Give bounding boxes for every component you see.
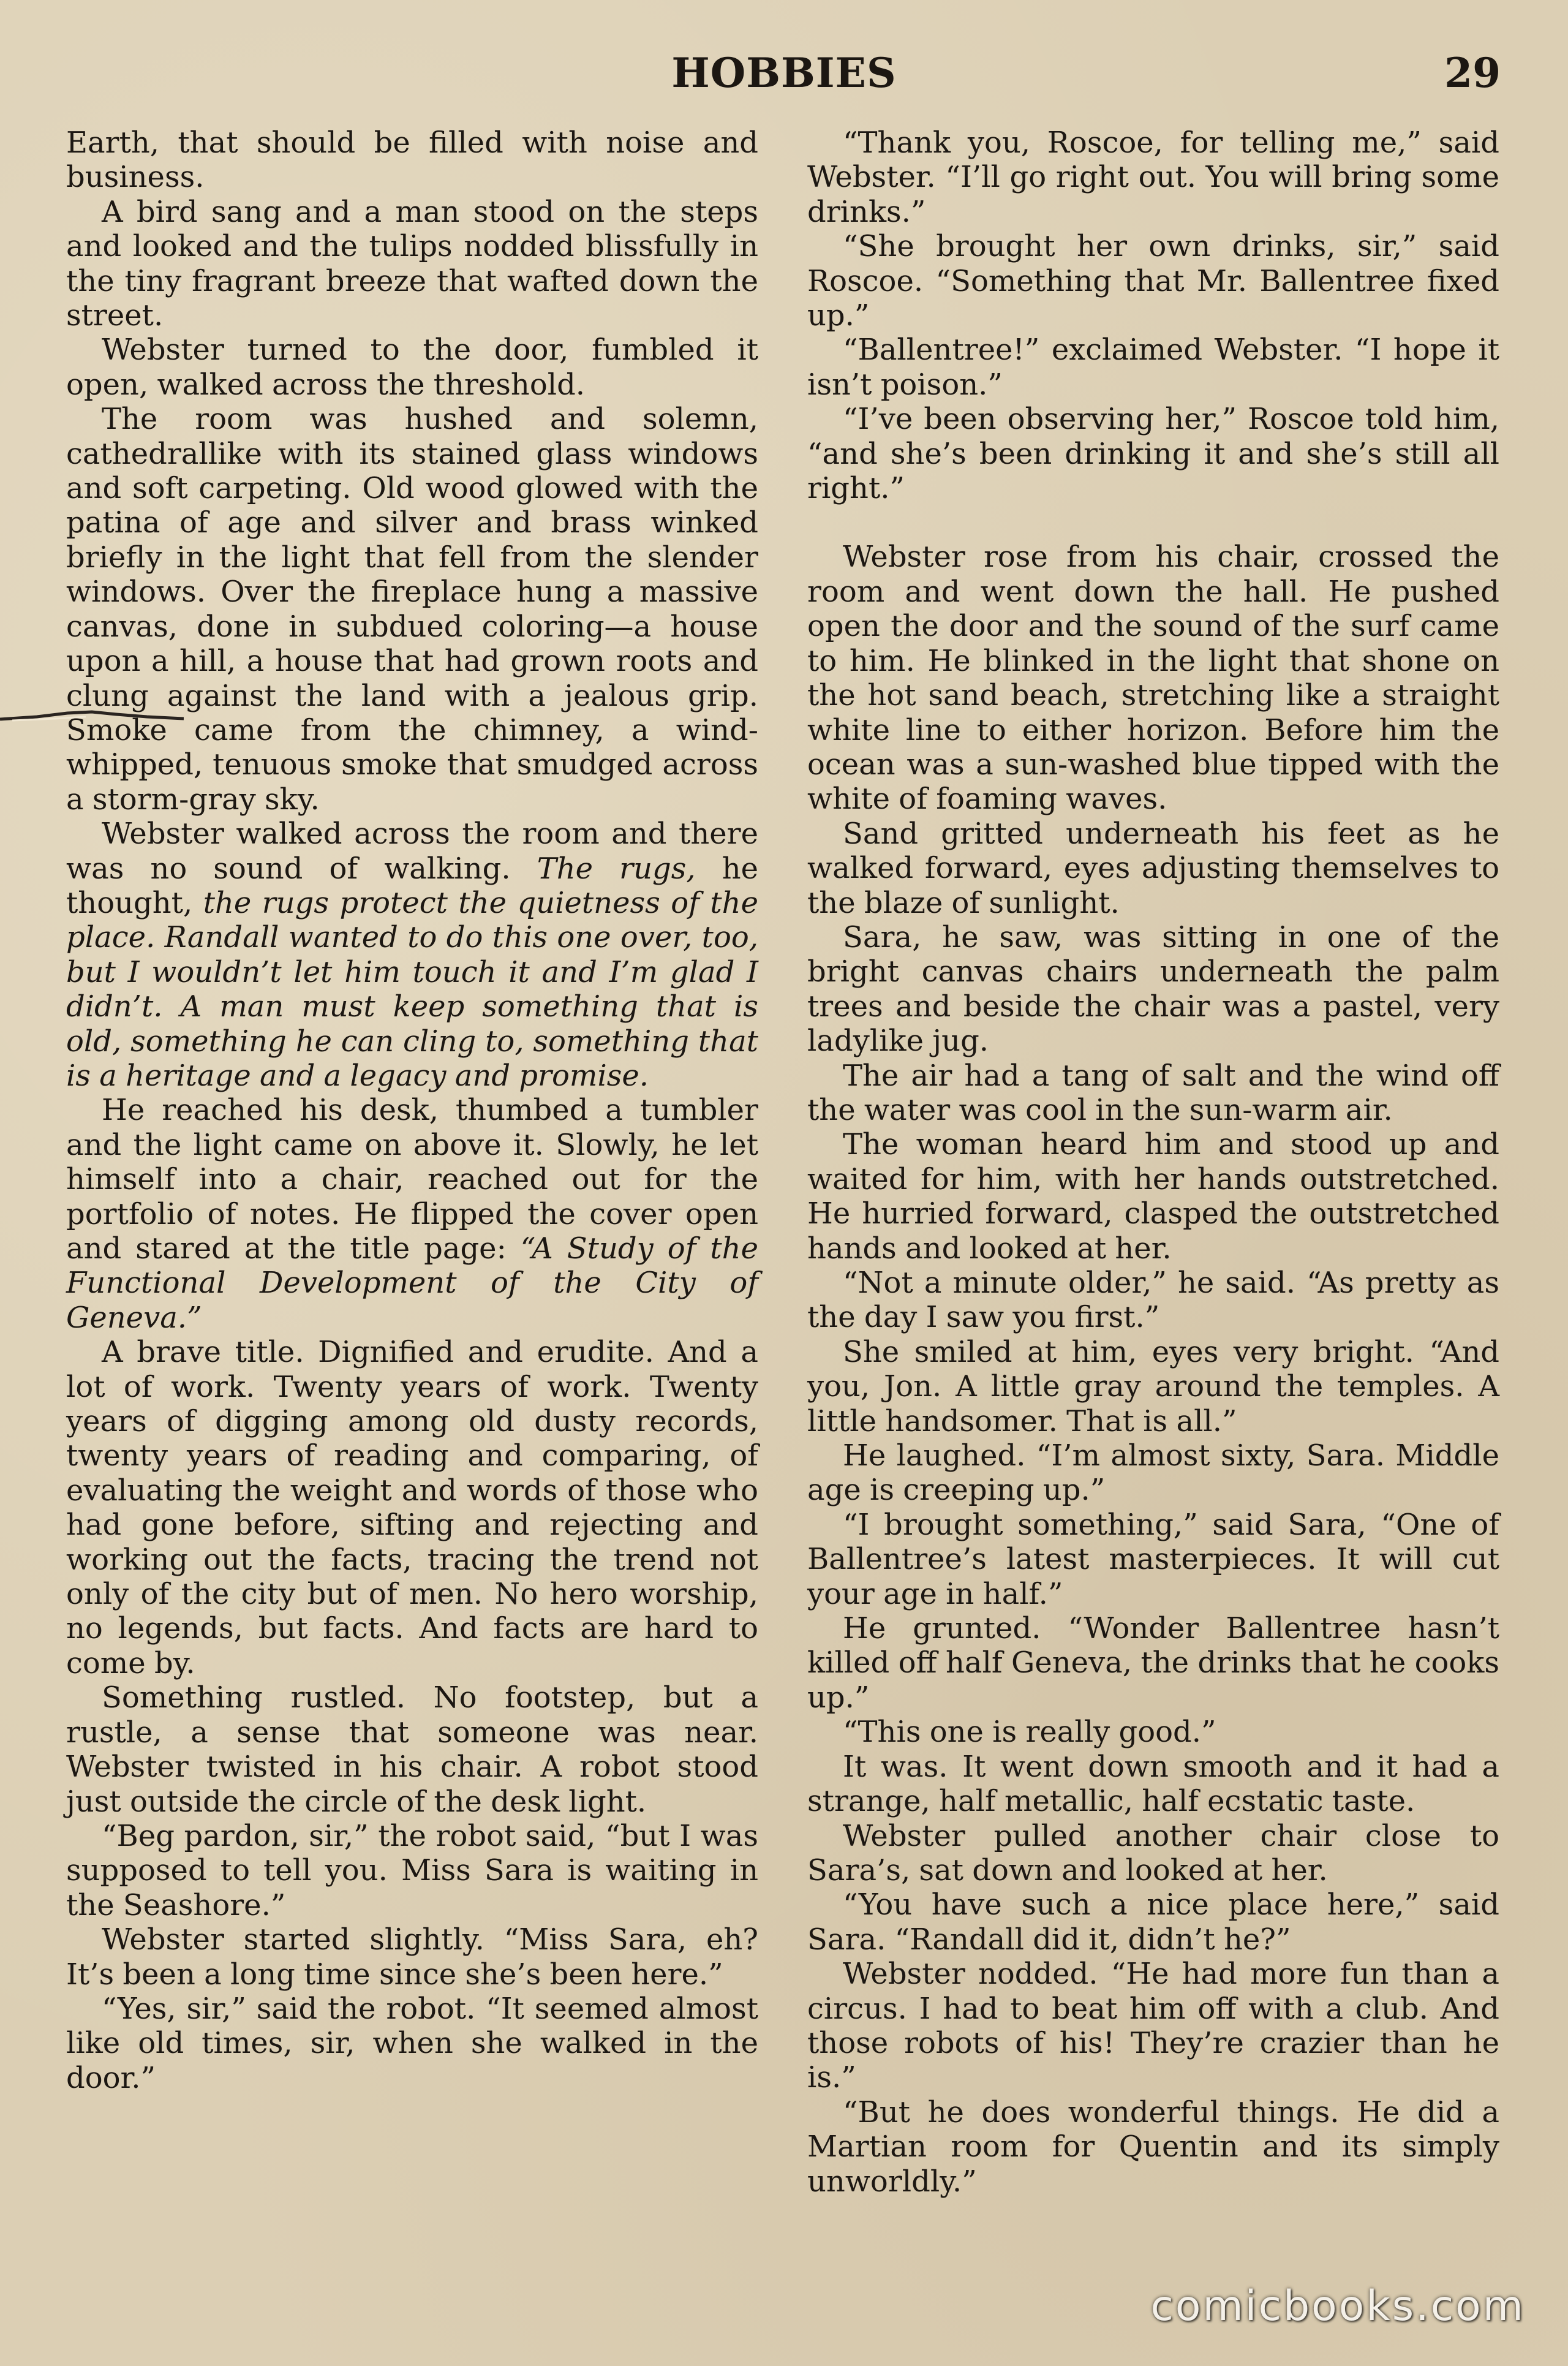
- left-column: [66, 126, 758, 2095]
- paragraph: A brave title. Dignified and erudite. And a lot of work. Twenty years of work. Twenty years of digging among old dusty records, twenty years of reading and comparing, of evaluating the weight and words of those who had gone before, sifting and rejecting and working out the facts, tracing the trend not only of the city but of men. No hero worship, no legends, but facts. And facts are hard to come by.: [66, 1335, 758, 1680]
- paragraph-text: Webster walked across the room and there was no sound of walking.: [66, 817, 758, 886]
- italic-book-title: “A Study of the Functional Development of the City of Geneva.”: [66, 1231, 758, 1335]
- paragraph: Sara, he saw, was sitting in one of the bright canvas chairs underneath the palm trees and beside the chair was a pastel, very ladylike jug.: [807, 920, 1499, 1059]
- paragraph: “Not a minute older,” he said. “As pretty as the day I saw you first.”: [807, 1266, 1499, 1335]
- paragraph: Webster rose from his chair, crossed the room and went down the hall. He pushed open the door and the sound of the surf came to him. He blinked in the light that shone on the hot sand beach, stretching like a straight white line to either horizon. Before him the ocean was a sun-washed blue tipped with the white of foaming waves.: [807, 540, 1499, 817]
- paragraph: “Yes, sir,” said the robot. “It seemed almost like old times, sir, when she walked in the door.”: [66, 1991, 758, 2095]
- paragraph: “I brought something,” said Sara, “One of Ballentree’s latest masterpieces. It will cut your age in half.”: [807, 1507, 1499, 1611]
- paragraph: It was. It went down smooth and it had a strange, half metallic, half ecstatic taste.: [807, 1749, 1499, 1819]
- paragraph: Webster started slightly. “Miss Sara, eh? It’s been a long time since she’s been here.”: [66, 1922, 758, 1992]
- paragraph: [66, 1093, 758, 1335]
- paragraph: Webster turned to the door, fumbled it open, walked across the threshold.: [66, 333, 758, 402]
- paragraph: “Ballentree!” exclaimed Webster. “I hope it isn’t poison.”: [807, 333, 1499, 402]
- paragraph: He laughed. “I’m almost sixty, Sara. Middle age is creeping up.”: [807, 1438, 1499, 1508]
- running-head: [0, 49, 1568, 104]
- italic-thought: the rugs protect the quietness of the place. Randall wanted to do this one over, too, but I wouldn’t let him touch it and I’m glad I didn’t. A man must keep something that is old, something he can cling to, something that is a heritage and a legacy and promise.: [66, 885, 758, 1093]
- paragraph: Something rustled. No footstep, but a rustle, a sense that someone was near. Webster twisted in his chair. A robot stood just outside the circle of the desk light.: [66, 1680, 758, 1819]
- paragraph: Sand gritted underneath his feet as he walked forward, eyes adjusting themselves to the blaze of sunlight.: [807, 816, 1499, 920]
- paragraph-text: he thought,: [66, 851, 759, 920]
- watermark: comicbooks.com: [1150, 2282, 1525, 2330]
- paragraph: The room was hushed and solemn, cathedrallike with its stained glass windows and soft carpeting. Old wood glowed with the patina of age and silver and brass winked briefly in the light that fell from the slender windows. Over the fireplace hung a massive canvas, done in subdued coloring—a house upon a hill, a house that had grown roots and clung against the land with a jealous grip. Smoke came from the chimney, a wind-whipped, tenuous smoke that smudged across a storm-gray sky.: [66, 402, 758, 817]
- paragraph: “I’ve been observing her,” Roscoe told him, “and she’s been drinking it and she’s still all right.”: [807, 402, 1499, 506]
- right-column: [807, 126, 1499, 2199]
- paragraph: The woman heard him and stood up and waited for him, with her hands outstretched. He hurried forward, clasped the outstretched hands and looked at her.: [807, 1127, 1499, 1266]
- paragraph: Webster pulled another chair close to Sara’s, sat down and looked at her.: [807, 1818, 1499, 1888]
- paragraph: He grunted. “Wonder Ballentree hasn’t killed off half Geneva, the drinks that he cooks up.”: [807, 1611, 1499, 1715]
- paragraph: Webster nodded. “He had more fun than a circus. I had to beat him off with a club. And those robots of his! They’re crazier than he is.”: [807, 1957, 1499, 2095]
- running-title: HOBBIES: [671, 49, 897, 97]
- paragraph: The air had a tang of salt and the wind off the water was cool in the sun-warm air.: [807, 1058, 1499, 1127]
- paragraph: Earth, that should be filled with noise and business.: [66, 126, 758, 195]
- paragraph: “But he does wonderful things. He did a Martian room for Quentin and its simply unworldly.”: [807, 2095, 1499, 2199]
- paragraph: “She brought her own drinks, sir,” said Roscoe. “Something that Mr. Ballentree fixed up.”: [807, 229, 1499, 333]
- paragraph: She smiled at him, eyes very bright. “And you, Jon. A little gray around the temples. A little handsomer. That is all.”: [807, 1334, 1499, 1438]
- paragraph: “You have such a nice place here,” said Sara. “Randall did it, didn’t he?”: [807, 1888, 1499, 1957]
- paragraph: “Thank you, Roscoe, for telling me,” said Webster. “I’ll go right out. You will bring some drinks.”: [807, 126, 1499, 229]
- page-number: 29: [1444, 49, 1501, 97]
- paragraph: A bird sang and a man stood on the steps and looked and the tulips nodded blissfully in the tiny fragrant breeze that wafted down the street.: [66, 194, 758, 333]
- paragraph: “This one is really good.”: [843, 1715, 1216, 1750]
- paragraph: [66, 817, 758, 1093]
- italic-thought: The rugs,: [537, 851, 696, 886]
- paragraph-text: He reached his desk, thumbed a tumbler and the light came on above it. Slowly, he let himself into a chair, reached out for the portfolio of notes. He flipped the cover open and stared at the title page:: [66, 1093, 758, 1266]
- paragraph: “Beg pardon, sir,” the robot said, “but I was supposed to tell you. Miss Sara is waiting in the Seashore.”: [66, 1818, 758, 1922]
